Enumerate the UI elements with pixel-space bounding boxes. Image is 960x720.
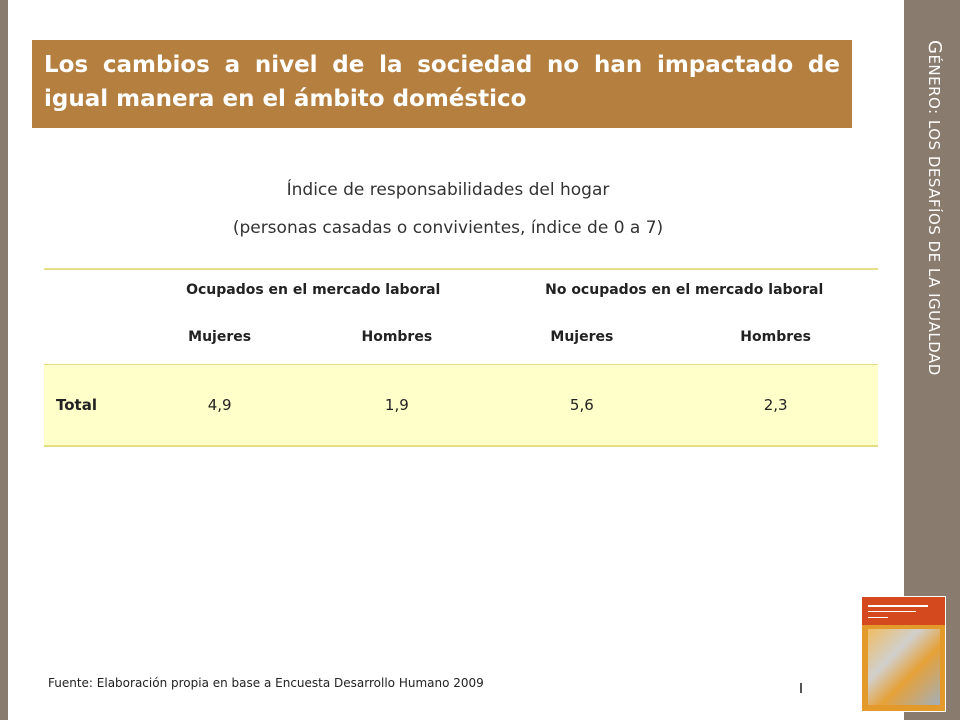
slide bbox=[8, 0, 904, 720]
col-header-men-unemployed: Hombres bbox=[740, 329, 811, 345]
cover-artwork bbox=[868, 629, 940, 705]
col-header-men-employed: Hombres bbox=[361, 329, 433, 345]
section-title-rest: ÉNERO: LOS DESAFÍOS DE LA IGUALDAD bbox=[925, 54, 943, 376]
row-label-total: Total bbox=[44, 365, 136, 447]
sub-header-row bbox=[44, 310, 878, 365]
group-header-row bbox=[44, 269, 878, 310]
table-row bbox=[44, 365, 878, 447]
group-header-employed: Ocupados en el mercado laboral bbox=[136, 269, 490, 310]
data-table bbox=[44, 268, 878, 447]
cell-men-employed: 1,9 bbox=[303, 365, 490, 447]
cover-subtitle-line bbox=[868, 611, 916, 612]
cell-women-employed: 4,9 bbox=[136, 365, 303, 447]
section-title-vertical bbox=[915, 40, 945, 460]
empty-header-cell bbox=[44, 310, 136, 365]
cover-title-line bbox=[868, 605, 928, 607]
cell-men-unemployed: 2,3 bbox=[673, 365, 878, 447]
col-header-women-employed: Mujeres bbox=[188, 329, 252, 345]
section-title-initial: G bbox=[924, 40, 945, 55]
source-note: Fuente: Elaboración propia en base a Encuesta Desarrollo Humano 2009 bbox=[48, 676, 484, 690]
cell-women-unemployed: 5,6 bbox=[490, 365, 673, 447]
col-header-women-unemployed: Mujeres bbox=[550, 329, 614, 345]
slide-title: Los cambios a nivel de la sociedad no han impactado de igual manera en el ámbito doméstico bbox=[44, 52, 840, 112]
group-header-unemployed: No ocupados en el mercado laboral bbox=[490, 269, 878, 310]
cover-year-line bbox=[868, 617, 888, 618]
divider-mark bbox=[800, 683, 802, 693]
title-bar bbox=[32, 40, 852, 128]
empty-header-cell bbox=[44, 269, 136, 310]
table-subtitle: (personas casadas o convivientes, índice de 0 a 7) bbox=[232, 218, 664, 238]
table-title: Índice de responsabilidades del hogar bbox=[286, 180, 610, 200]
book-cover-image bbox=[861, 596, 946, 712]
